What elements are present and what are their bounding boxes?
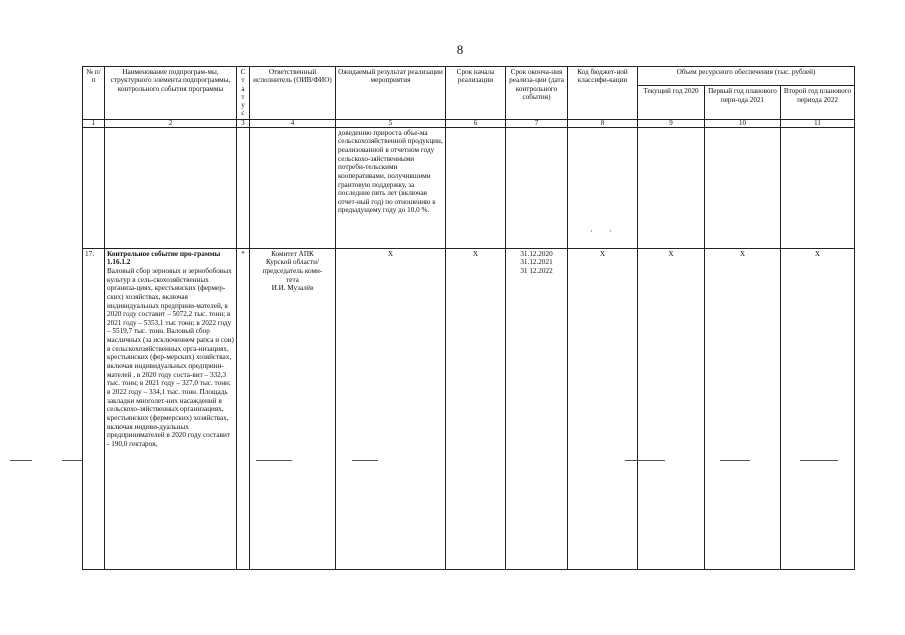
- responsible-line: Курской области/: [265, 258, 320, 267]
- responsible-line: Комитет АПК: [271, 249, 314, 258]
- header-responsible: Ответственный исполнитель (ОИВ/ФИО): [250, 67, 336, 120]
- scan-artifact: [10, 460, 32, 461]
- cell-empty: [638, 127, 705, 248]
- event-expected-result: Х: [336, 248, 446, 569]
- header-first-plan-year: Первый год планового пери-ода 2021: [705, 86, 781, 119]
- cell-empty: [705, 127, 781, 248]
- end-date-line: 31.12.2021: [520, 258, 553, 267]
- status-letter: у: [241, 101, 245, 110]
- event-current-year: Х: [638, 248, 705, 569]
- header-end-date: Срок оконча-ния реализа-ции (дата контрольного события): [506, 67, 568, 120]
- event-responsible: [250, 248, 336, 569]
- header-row: [83, 67, 855, 86]
- scan-artifact: [352, 460, 378, 461]
- cell-empty: [781, 127, 855, 248]
- event-second-plan-year: Х: [781, 248, 855, 569]
- end-date-line: 31 12.2022: [520, 266, 553, 275]
- event-start-date: Х: [446, 248, 506, 569]
- column-number: 11: [781, 119, 855, 127]
- column-number: 9: [638, 119, 705, 127]
- column-number: 6: [446, 119, 506, 127]
- header-budget-code: Код бюджет-ной классифи-кации: [568, 67, 638, 120]
- header-expected-result: Ожидаемый результат реализации мероприятия: [336, 67, 446, 120]
- scan-artifact: [800, 460, 838, 461]
- column-number: 3: [237, 119, 250, 127]
- column-number: 7: [506, 119, 568, 127]
- header-status: [237, 67, 250, 120]
- event-title: Контрольное событие про-граммы 1.16.1.2: [107, 249, 221, 267]
- header-start-date: Срок начала реализации: [446, 67, 506, 120]
- column-number: 1: [83, 119, 105, 127]
- header-current-year: Текущий год 2020: [638, 86, 705, 119]
- scan-artifact: [720, 460, 750, 461]
- page-number: 8: [456, 42, 464, 57]
- column-number: 4: [250, 119, 336, 127]
- status-letters: [237, 68, 249, 118]
- responsible-line: тета: [286, 275, 299, 284]
- status-letter: т: [241, 76, 245, 85]
- continuation-row: [83, 127, 855, 248]
- header-resource-group: Объем ресурсного обеспечения (тыс. рублей): [638, 67, 855, 86]
- program-table: [82, 66, 855, 570]
- cell-empty: [506, 127, 568, 248]
- scan-artifact: [625, 460, 665, 461]
- cell-empty: [446, 127, 506, 248]
- end-date-line: 31.12.2020: [520, 249, 553, 258]
- cell-empty: [250, 127, 336, 248]
- event-row: [83, 248, 855, 569]
- responsible-line: председатель коми-: [262, 266, 323, 275]
- cell-empty: [83, 127, 105, 248]
- event-end-dates: [506, 248, 568, 569]
- event-first-plan-year: Х: [705, 248, 781, 569]
- event-status: *: [237, 248, 250, 569]
- column-number-row: [83, 119, 855, 127]
- header-name: Наименование подпрограм-мы, структурного элемента подпрограммы, контрольного события программы: [105, 67, 237, 120]
- scan-artifact: · ·: [590, 226, 612, 236]
- continuation-expected-result: доведению прироста объе-ма сельскохозяйственной продукции, реализованной в отчетном году сельскохо-зяйственными потреби-тельскими кооперативами, получившими грантовую поддержку, за последние пять лет (включая отчет-ный год) по отношению к предыдущему году до 10,0 %.: [336, 127, 446, 248]
- event-budget-code: Х: [568, 248, 638, 569]
- status-letter: с: [241, 109, 245, 118]
- scan-artifact: [256, 460, 292, 461]
- status-letter: С: [240, 68, 246, 76]
- column-number: 8: [568, 119, 638, 127]
- responsible-line: И.И. Музалёв: [271, 284, 314, 293]
- event-description: Валовый сбор зерновых и зернобобовых культур в сель-скохозяйственных организа-циях, крестьянских (фермер-ских) хозяйствах, включая индивидуальных предприни-мателей, в 2020 году составит – 5072,2 тыс. тонн; в 2021 году – 5353,1 тыс тонн; в 2022 году – 5519,7 тыс. тонн. Валовый сбор масличных (за исключением рапса и сои) в сельскохозяйственных орга-низациях, крестьянских (фер-мерских) хозяйствах, включая индивидуальных предприни-мателей , в 2020 году соста-вит – 332,3 тыс. тонн; в 2021 году – 327,0 тыс. тонн; в 2022 году – 334,1 тыс. тонн. Площадь закладки многолет-них насаждений в сельскохо-зяйственных организациях, крестьянских (фермерских) хозяйствах, включая индиви-дуальных предпринимателей в 2020 году составит - 190,0 гектаров,: [107, 266, 234, 448]
- event-num: 17.: [83, 248, 105, 569]
- status-letter: т: [241, 92, 245, 101]
- cell-empty: [105, 127, 237, 248]
- column-number: 5: [336, 119, 446, 127]
- header-second-plan-year: Второй год планового периода 2022: [781, 86, 855, 119]
- event-name-cell: [105, 248, 237, 569]
- header-num: № п/п: [83, 67, 105, 120]
- column-number: 2: [105, 119, 237, 127]
- column-number: 10: [705, 119, 781, 127]
- status-letter: а: [241, 84, 245, 93]
- cell-empty: [237, 127, 250, 248]
- scan-artifact: [62, 460, 82, 461]
